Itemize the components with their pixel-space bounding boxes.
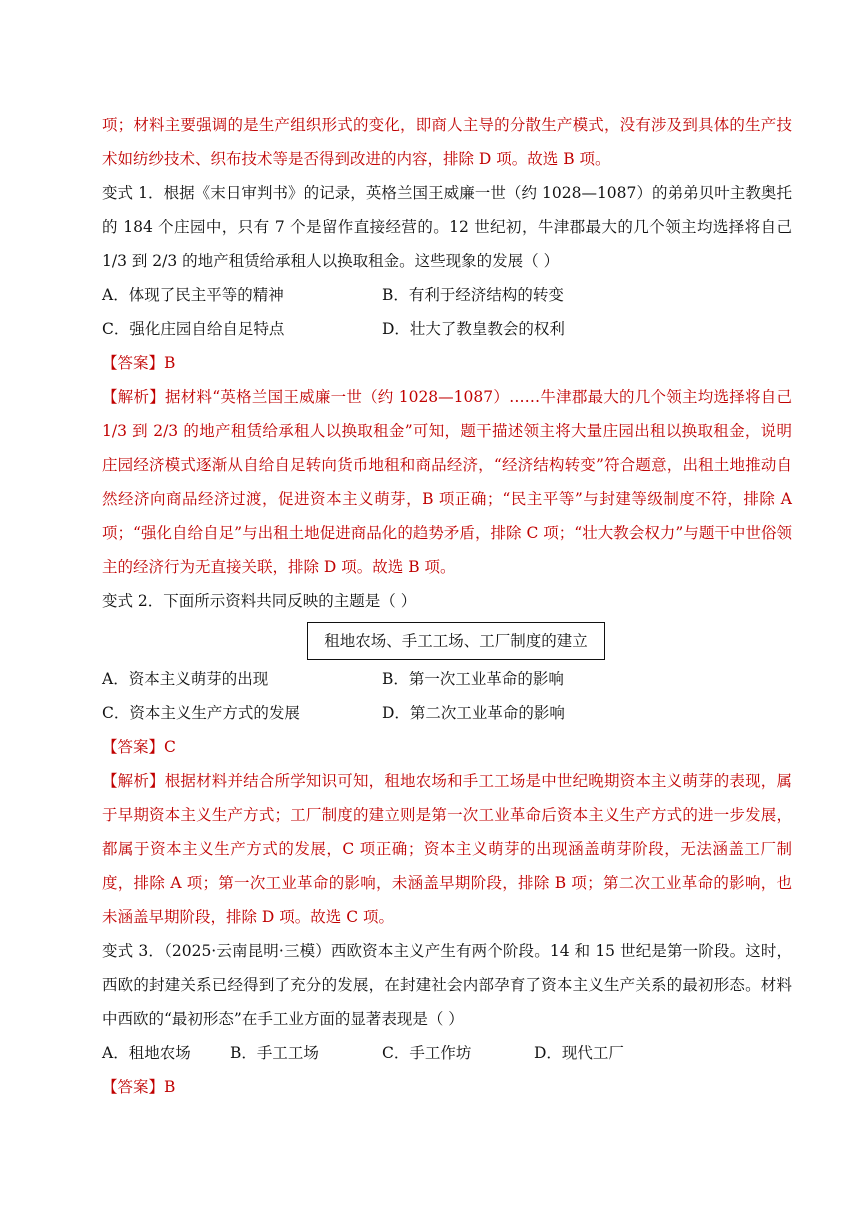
question-2-option-b: B．第一次工业革命的影响 [382, 670, 564, 688]
question-1-option-d: D．壮大了教皇教会的权利 [382, 320, 565, 338]
question-3-option-d: D．现代工厂 [534, 1044, 624, 1062]
question-2-material-box: 租地农场、手工工场、工厂制度的建立 [307, 622, 605, 660]
question-3-option-b: B．手工工场 [230, 1044, 319, 1062]
question-1-stem: 变式 1．根据《末日审判书》的记录，英格兰国王威廉一世（约 1028—1087）的弟弟贝叶主教奥托的 184 个庄园中，只有 7 个是留作直接经营的。12 世纪初，牛津郡最大的几个领主均选择将自己 1/3 到 2/3 的地产租赁给承租人以换取租金。这些现象的发展（ ） [102, 184, 792, 270]
question-1-answer: 【答案】B [102, 354, 176, 372]
question-2-option-c: C．资本主义生产方式的发展 [102, 704, 300, 722]
question-3-stem: 变式 3．（2025·云南昆明·三模）西欧资本主义产生有两个阶段。14 和 15 世纪是第一阶段。这时，西欧的封建关系已经得到了充分的发展，在封建社会内部孕育了资本主义生产关系的最初形态。材料中西欧的“最初形态”在手工业方面的显著表现是（ ） [102, 942, 792, 1028]
question-1-option-a: A．体现了民主平等的精神 [102, 286, 284, 304]
question-1-option-b: B．有利于经济结构的转变 [382, 286, 564, 304]
question-1-option-c: C．强化庄园自给自足特点 [102, 320, 285, 338]
question-2-options [102, 662, 792, 730]
question-3-answer: 【答案】B [102, 1078, 176, 1096]
question-2-answer: 【答案】C [102, 738, 176, 756]
question-1-options [102, 278, 792, 346]
question-2-material [102, 622, 792, 660]
document-page [102, 108, 792, 1104]
question-2-stem: 变式 2．下面所示资料共同反映的主题是（ ） [102, 592, 417, 610]
question-2-option-d: D．第二次工业革命的影响 [382, 704, 565, 722]
question-2-option-a: A．资本主义萌芽的出现 [102, 670, 269, 688]
question-3-options [102, 1036, 792, 1070]
previous-analysis-tail: 项；材料主要强调的是生产组织形式的变化，即商人主导的分散生产模式，没有涉及到具体的生产技术如纺纱技术、织布技术等是否得到改进的内容，排除 D 项。故选 B 项。 [102, 116, 792, 168]
question-2-analysis: 【解析】根据材料并结合所学知识可知，租地农场和手工工场是中世纪晚期资本主义萌芽的表现，属于早期资本主义生产方式；工厂制度的建立则是第一次工业革命后资本主义生产方式的进一步发展，都属于资本主义生产方式的发展，C 项正确；资本主义萌芽的出现涵盖萌芽阶段，无法涵盖工厂制度，排除 A 项；第一次工业革命的影响，未涵盖早期阶段，排除 B 项；第二次工业革命的影响，也未涵盖早期阶段，排除 D 项。故选 C 项。 [102, 772, 792, 926]
question-3-option-a: A．租地农场 [102, 1044, 191, 1062]
question-3-option-c: C．手工作坊 [382, 1044, 472, 1062]
question-1-analysis: 【解析】据材料“英格兰国王威廉一世（约 1028—1087）……牛津郡最大的几个领主均选择将自己 1/3 到 2/3 的地产租赁给承租人以换取租金”可知，题干描述领主将大量庄园出租以换取租金，说明庄园经济模式逐渐从自给自足转向货币地租和商品经济，“经济结构转变”符合题意，出租土地推动自然经济向商品经济过渡，促进资本主义萌芽，B 项正确；“民主平等”与封建等级制度不符，排除 A 项；“强化自给自足”与出租土地促进商品化的趋势矛盾，排除 C 项；“壮大教会权力”与题干中世俗领主的经济行为无直接关联，排除 D 项。故选 B 项。 [102, 388, 792, 576]
